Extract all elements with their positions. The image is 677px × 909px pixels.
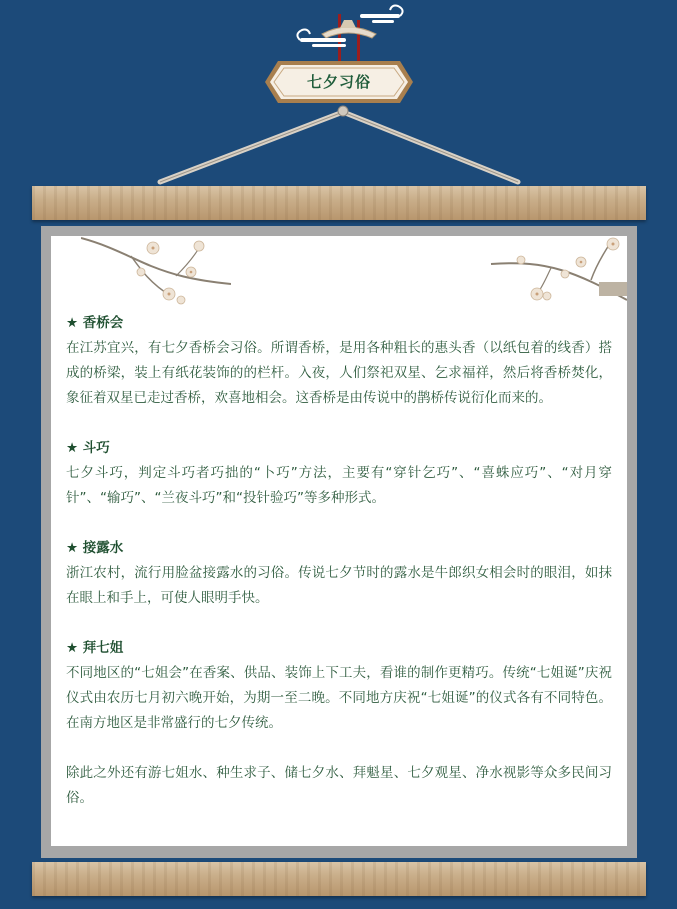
section-heading: ★ 斗巧 <box>66 440 110 456</box>
closing-paragraph: 除此之外还有游七姐水、种生求子、储七夕水、拜魁星、七夕观星、净水视影等众多民间习俗。 <box>66 765 612 806</box>
scroll-paper <box>51 236 627 846</box>
bottom-rod <box>32 862 646 896</box>
top-rod <box>32 186 646 220</box>
section-heading: ★ 香桥会 <box>66 315 124 331</box>
section-heading: ★ 拜七姐 <box>66 640 124 656</box>
section-body: 七夕斗巧，判定斗巧者巧拙的“卜巧”方法，主要有“穿针乞巧”、“喜蛛应巧”、“对月穿针”、“输巧”、“兰夜斗巧”和“投针验巧”等多种形式。 <box>66 465 612 506</box>
customs-article <box>66 311 612 811</box>
section-heading: ★ 接露水 <box>66 540 124 556</box>
hanging-string <box>160 106 518 182</box>
plum-blossom-right-icon <box>481 236 627 306</box>
page-title: 七夕习俗 <box>306 73 371 91</box>
section-body: 在江苏宜兴，有七夕香桥会习俗。所谓香桥，是用各种粗长的惠头香（以纸包着的线香）搭成的桥梁，装上有纸花装饰的的栏杆。入夜，人们祭祀双星、乞求福祥，然后将香桥焚化，象征着双星已走过香桥，欢喜地相会。这香桥是由传说中的鹊桥传说衍化而来的。 <box>66 340 612 406</box>
section-body: 不同地区的“七姐会”在香案、供品、装饰上下工夫，看谁的制作更精巧。传统“七姐诞”庆祝仪式由农历七月初六晚开始，为期一至二晚。不同地方庆祝“七姐诞”的仪式各有不同特色。在南方地区是非常盛行的七夕传统。 <box>66 665 612 731</box>
section-body: 浙江农村，流行用脸盆接露水的习俗。传说七夕节时的露水是牛郎织女相会时的眼泪，如抹在眼上和手上，可使人眼明手快。 <box>66 565 612 606</box>
plum-blossom-left-icon <box>81 236 231 306</box>
title-plaque <box>264 60 414 104</box>
